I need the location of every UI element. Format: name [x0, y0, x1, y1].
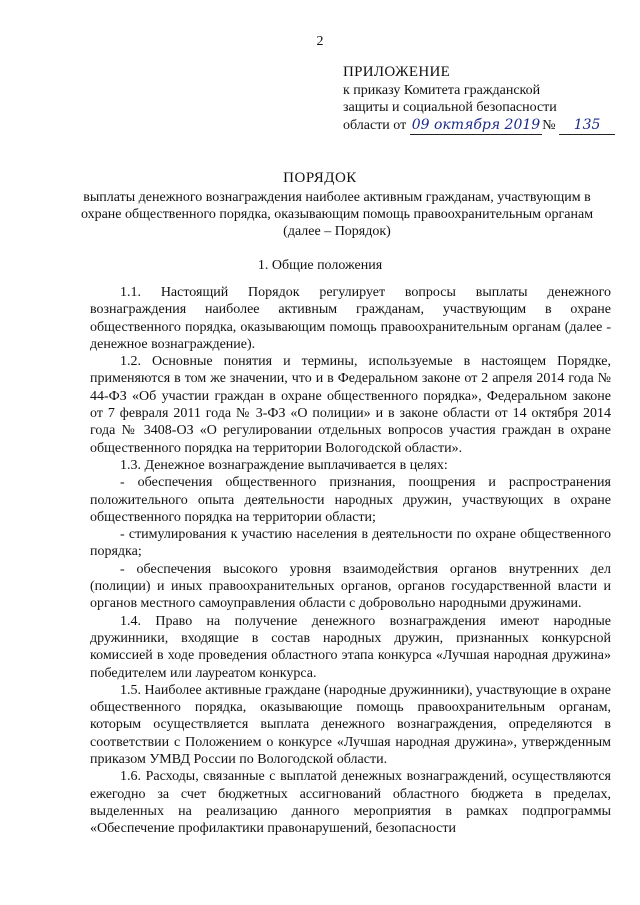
paragraph-1-2: 1.2. Основные понятия и термины, используемые в настоящем Порядке, применяются в том же значении, что и в Федеральном законе от 2 апреля 2014 года № 44-ФЗ «Об участии граждан в охране общественного порядка», Федеральном законе от 7 февраля 2011 года № 3-ФЗ «О полиции» и в законе области от 14 октября 2014 года № 3408-ОЗ «О регулировании отдельных вопросов участия граждан в охране общественного порядка на территории Вологодской области».: [90, 354, 611, 456]
handwritten-number: 135: [559, 117, 615, 136]
order-title: ПОРЯДОК: [283, 170, 357, 186]
page-number: 2: [316, 34, 324, 49]
number-sign: №: [542, 117, 556, 133]
handwritten-date: 09 октября 2019: [410, 117, 542, 136]
appendix-line-2: защиты и социальной безопасности: [343, 100, 557, 115]
list-item: - обеспечения общественного признания, поощрения и распространения положительного опыта деятельности народных дружин, участвующих в охране общественного порядка на территории области;: [90, 475, 611, 525]
paragraph-1-1: 1.1. Настоящий Порядок регулирует вопросы выплаты денежного вознаграждения наиболее активным гражданам, участвующим в охране общественного порядка, оказывающим помощь правоохранительным органам (далее - денежное вознаграждение).: [90, 285, 611, 352]
section-title: 1. Общие положения: [257, 258, 383, 273]
appendix-block: [343, 64, 633, 135]
appendix-date-prefix: области от: [343, 117, 407, 133]
paragraph-1-5: 1.5. Наиболее активные граждане (народные дружинники), участвующие в охране общественного порядка, оказывающие помощь правоохранительным органам, которым осуществляется выплата денежного вознаграждения, определяются в соответствии с Положением о конкурсе «Лучшая народная дружина», утвержденным приказом УМВД России по Вологодской области.: [90, 682, 611, 768]
appendix-title: ПРИЛОЖЕНИЕ: [343, 64, 451, 80]
paragraph-1-4: 1.4. Право на получение денежного вознаграждения имеют народные дружинники, входящие в состав народных дружин, признанных конкурсной комиссией в ходе проведения областного этапа конкурса «Лучшая народная дружина» победителем или лауреатом конкурса.: [90, 613, 611, 681]
list-item: - обеспечения высокого уровня взаимодействия органов внутренних дел (полиции) и иных правоохранительных органов, органов государственной власти и органов местного самоуправления области с добровольно народными дружинами.: [90, 561, 611, 612]
paragraph-1-3: 1.3. Денежное вознаграждение выплачивается в целях:: [120, 457, 448, 473]
appendix-line-1: к приказу Комитета гражданской: [343, 82, 541, 98]
list-item: - стимулирования к участию населения в деятельности по охране общественного порядка;: [90, 527, 611, 560]
paragraph-1-6: 1.6. Расходы, связанные с выплатой денежных вознаграждений, осуществляются ежегодно за счет бюджетных ассигнований областного бюджета в пределах, выделенных на реализацию данного мероприятия в рамках подпрограммы «Обеспечение профилактики правонарушений, безопасности: [90, 769, 611, 837]
order-subtitle: выплаты денежного вознаграждения наиболее активным гражданам, участвующим в охране общественного порядка, оказывающим помощь правоохранительным органам (далее – Порядок): [80, 190, 594, 239]
document-body: [90, 284, 611, 838]
appendix-line-3: [343, 117, 633, 136]
